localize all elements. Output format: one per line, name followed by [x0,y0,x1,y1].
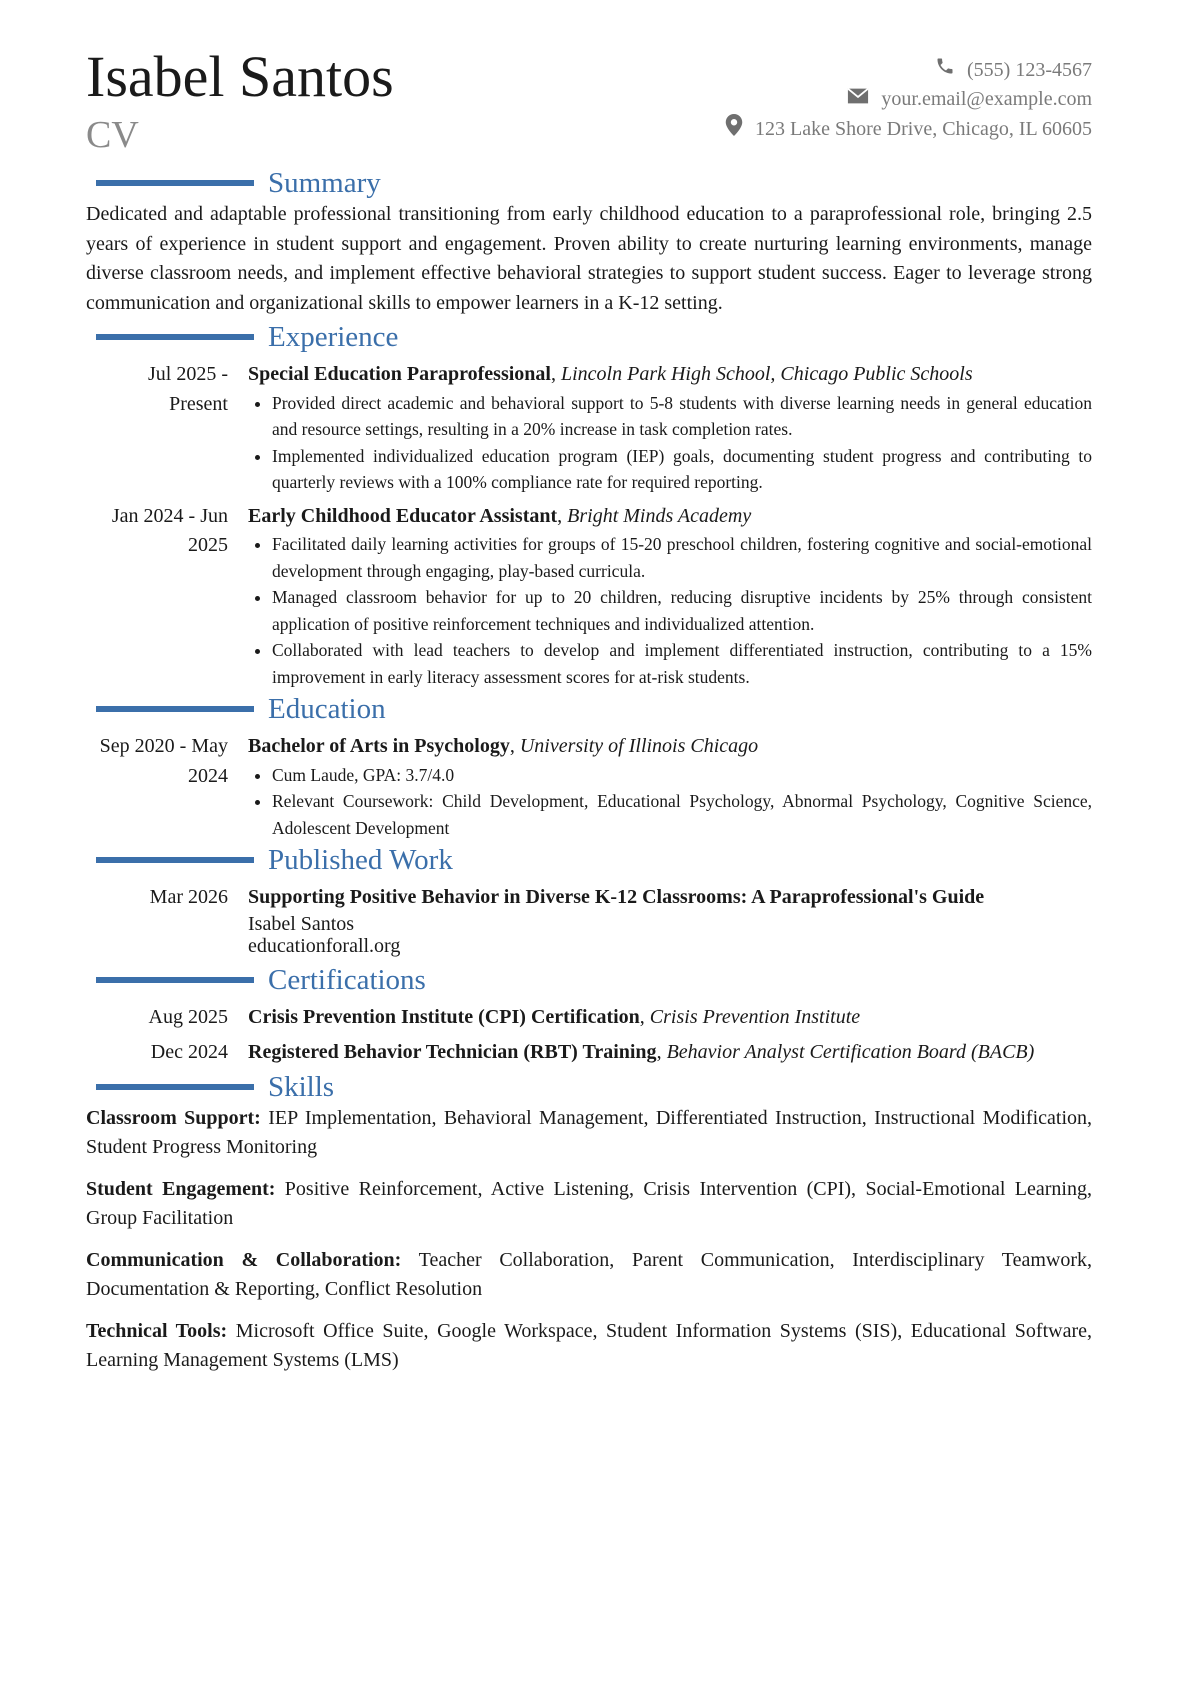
list-item: • Provided direct academic and behavioral support to 5-8 students with diverse learning needs in general education and resource settings, resulting in a 20% increase in task completion rates. [272,390,1092,443]
skill-group-label: Classroom Support: [86,1106,261,1129]
list-item: • Relevant Coursework: Child Development, Educational Psychology, Abnormal Psychology, Cognitive Science, Adolescent Development [272,788,1092,841]
certification-name: Crisis Prevention Institute (CPI) Certification [248,1005,640,1028]
skill-group [86,1246,1092,1305]
skill-group-values: Microsoft Office Suite, Google Workspace, Student Information Systems (SIS), Educational Software, Learning Management Systems (LMS) [86,1319,1092,1371]
skill-group-label: Student Engagement: [86,1177,276,1200]
skill-group-values: Positive Reinforcement, Active Listening, Crisis Intervention (CPI), Social-Emotional Learning, Group Facilitation [86,1177,1092,1229]
entry-institution: University of Illinois Chicago [519,735,759,757]
entry-date: Aug 2025 [148,1005,228,1028]
experience-entry [86,360,1092,496]
section-accent-bar [96,857,254,863]
entry-role: Early Childhood Educator Assistant [248,504,558,527]
section-title: Summary [268,167,381,199]
section-title: Certifications [268,963,426,996]
section-summary-heading [86,166,1092,200]
certification-issuer: Behavior Analyst Certification Board (BACB) [666,1041,1035,1063]
entry-date: Sep 2020 - May 2024 [99,735,228,787]
publication-author: Isabel Santos [248,912,355,935]
certification-entry [86,1003,1092,1033]
section-education-heading [86,692,1092,726]
section-accent-bar [96,334,254,340]
entry-body: Early Childhood Educator Assistant, Bright Minds Academy • Facilitated daily learning activities for groups of 15-20 preschool children, fostering cognitive and social-emotional development through engaging, play-based curricula. • Managed classroom behavior for up to 20 children, reducing disruptive incidents by 25% through consistent application of positive reinforcement techniques and individualized attention. • Collaborated with lead teachers to develop and implement differentiated instruction, contributing to a 15% improvement in early literacy assessment scores for at-risk students. [248,502,1092,691]
candidate-name: Isabel Santos [86,44,394,109]
email-address[interactable]: your.email@example.com [881,88,1092,110]
list-item: • Collaborated with lead teachers to develop and implement differentiated instruction, contributing to a 15% improvement in early literacy assessment scores for at-risk students. [272,637,1092,690]
entry-bullets [248,531,1092,690]
entry-body: Special Education Paraprofessional, Lincoln Park High School, Chicago Public Schools • Provided direct academic and behavioral support to 5-8 students with diverse learning needs in general education and resource settings, resulting in a 20% increase in task completion rates. • Implemented individualized education program (IEP) goals, documenting student progress and contributing to quarterly reviews with a 100% compliance rate for required reporting. [248,360,1092,496]
entry-bullets [248,390,1092,496]
skill-group-values: Teacher Collaboration, Parent Communication, Interdisciplinary Teamwork, Documentation & Reporting, Conflict Resolution [86,1248,1092,1300]
skill-group [86,1104,1092,1163]
section-experience-heading [86,320,1092,354]
contact-block [725,56,1092,145]
entry-body: Registered Behavior Technician (RBT) Training, Behavior Analyst Certification Board (BACB) [248,1041,1035,1063]
publication-entry [86,883,1092,957]
summary-text: Dedicated and adaptable professional transitioning from early childhood education to a paraprofessional role, bringing 2.5 years of experience in student support and engagement. Proven ability to create nurturing learning environments, manage diverse classroom needs, and implement effective behavioral strategies to support student success. Eager to leverage strong communication and organizational skills to empower learners in a K-12 setting. [86,203,1092,314]
entry-date: Mar 2026 [149,886,228,908]
entry-body: Bachelor of Arts in Psychology, University of Illinois Chicago • Cum Laude, GPA: 3.7/4.0 • Relevant Coursework: Child Development, Educational Psychology, Abnormal Psychology, Cognitive Science, Adolescent Development [248,732,1092,841]
entry-bullets [248,762,1092,842]
skill-group [86,1317,1092,1376]
section-published-heading [86,843,1092,877]
experience-entry [86,502,1092,691]
resume-page [86,42,1092,1388]
phone-icon [935,56,955,85]
postal-address: 123 Lake Shore Drive, Chicago, IL 60605 [755,118,1092,140]
contact-email [725,85,1092,114]
skill-group-values: IEP Implementation, Behavioral Management, Differentiated Instruction, Instructional Modification, Student Progress Monitoring [86,1106,1092,1158]
entry-body [248,883,1092,957]
certification-entry [86,1038,1092,1068]
document-subtitle: CV [86,114,139,156]
section-accent-bar [96,706,254,712]
certification-issuer: Crisis Prevention Institute [649,1005,861,1028]
section-accent-bar [96,977,254,983]
map-pin-icon [725,114,743,145]
skill-group-label: Communication & Collaboration: [86,1248,402,1271]
skill-group-label: Technical Tools: [86,1319,228,1342]
entry-degree: Bachelor of Arts in Psychology [248,735,510,757]
entry-date: Jan 2024 - Jun 2025 [111,504,228,556]
certification-name: Registered Behavior Technician (RBT) Training [248,1041,657,1063]
list-item: • Managed classroom behavior for up to 20 children, reducing disruptive incidents by 25% through consistent application of positive reinforcement techniques and individualized attention. [272,584,1092,637]
resume-header [86,46,1092,164]
list-item: • Cum Laude, GPA: 3.7/4.0 [272,762,1092,789]
section-certifications-heading [86,963,1092,997]
entry-date: Jul 2025 - Present [148,363,228,415]
contact-phone [725,56,1092,85]
envelope-icon [847,85,869,114]
entry-organization: Lincoln Park High School, Chicago Public Schools [561,363,973,385]
list-item: • Implemented individualized education program (IEP) goals, documenting student progress and contributing to quarterly reviews with a 100% compliance rate for required reporting. [272,443,1092,496]
phone-number[interactable]: (555) 123-4567 [967,59,1092,81]
skill-group [86,1175,1092,1234]
entry-organization: Bright Minds Academy [567,504,752,527]
section-accent-bar [96,180,254,186]
section-skills-heading [86,1070,1092,1104]
education-entry [86,732,1092,841]
section-accent-bar [96,1084,254,1090]
section-title: Published Work [268,844,453,876]
entry-date: Dec 2024 [150,1041,228,1063]
section-title: Experience [268,321,399,353]
entry-body: Crisis Prevention Institute (CPI) Certification, Crisis Prevention Institute [248,1005,861,1028]
section-title: Education [268,693,386,725]
publication-venue[interactable]: educationforall.org [248,934,401,957]
list-item: • Facilitated daily learning activities for groups of 15-20 preschool children, fostering cognitive and social-emotional development through engaging, play-based curricula. [272,531,1092,584]
publication-title: Supporting Positive Behavior in Diverse K-12 Classrooms: A Paraprofessional's Guide [248,886,985,908]
entry-role: Special Education Paraprofessional [248,363,551,385]
section-title: Skills [268,1070,335,1103]
contact-address [725,114,1092,145]
